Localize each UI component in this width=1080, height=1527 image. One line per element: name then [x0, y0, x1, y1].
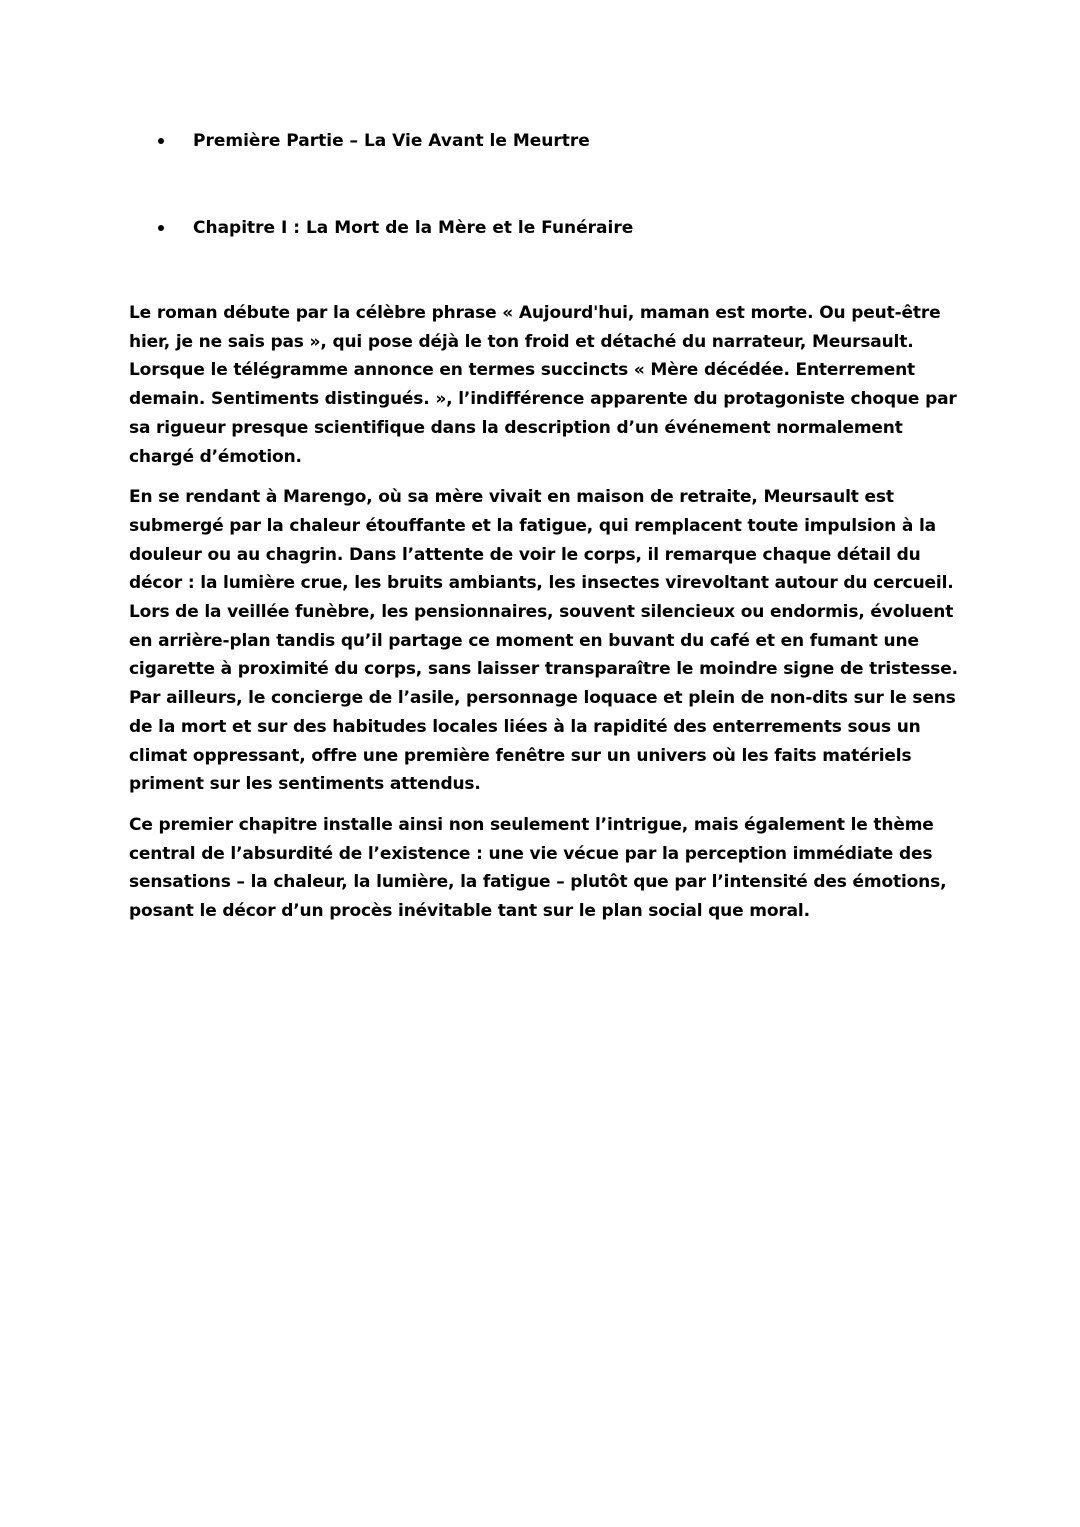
bullet-icon — [158, 138, 164, 144]
bullet-icon — [158, 225, 164, 231]
part-heading-text: Première Partie – La Vie Avant le Meurtre — [193, 131, 590, 151]
paragraph-marengo: En se rendant à Marengo, où sa mère vivait en maison de retraite, Meursault est submergé par la chaleur étouffante et la fatigue, qui remplacent toute impulsion à la douleur ou au chagrin. Dans l’attente de voir le corps, il remarque chaque détail du décor : la lumière crue, les bruits ambiants, les insectes virevoltant autour du cercueil. Lors de la veillée funèbre, les pensionnaires, souvent silencieux ou endormis, évoluent en arrière-plan tandis qu’il partage ce moment en buvant du café et en fumant une cigarette à proximité du corps, sans laisser transparaître le moindre signe de tristesse. Par ailleurs, le concierge de l’asile, personnage loquace et plein de non-dits sur le sens de la mort et sur des habitudes locales liées à la rapidité des enterrements sous un climat oppressant, offre une première fenêtre sur un univers où les faits matériels priment sur les sentiments attendus. — [129, 487, 958, 795]
chapter-body — [129, 299, 961, 938]
paragraph-conclusion: Ce premier chapitre installe ainsi non seulement l’intrigue, mais également le thème central de l’absurdité de l’existence : une vie vécue par la perception immédiate des sensations – la chaleur, la lumière, la fatigue – plutôt que par l’intensité des émotions, posant le décor d’un procès inévitable tant sur le plan social que moral. — [129, 814, 947, 922]
paragraph-intro: Le roman débute par la célèbre phrase « Aujourd'hui, maman est morte. Ou peut-être hier, je ne sais pas », qui pose déjà le ton froid et détaché du narrateur, Meursault. Lorsque le télégramme annonce en termes succincts « Mère décédée. Enterrement demain. Sentiments distingués. », l’indifférence apparente du protagoniste choque par sa rigueur presque scientifique dans la description d’un événement normalement chargé d’émotion. — [129, 303, 957, 467]
part-heading — [158, 129, 590, 153]
part-heading-list — [158, 129, 590, 153]
chapter-heading-list — [158, 216, 633, 240]
chapter-heading — [158, 216, 633, 240]
chapter-heading-text: Chapitre I : La Mort de la Mère et le Funéraire — [193, 218, 634, 238]
